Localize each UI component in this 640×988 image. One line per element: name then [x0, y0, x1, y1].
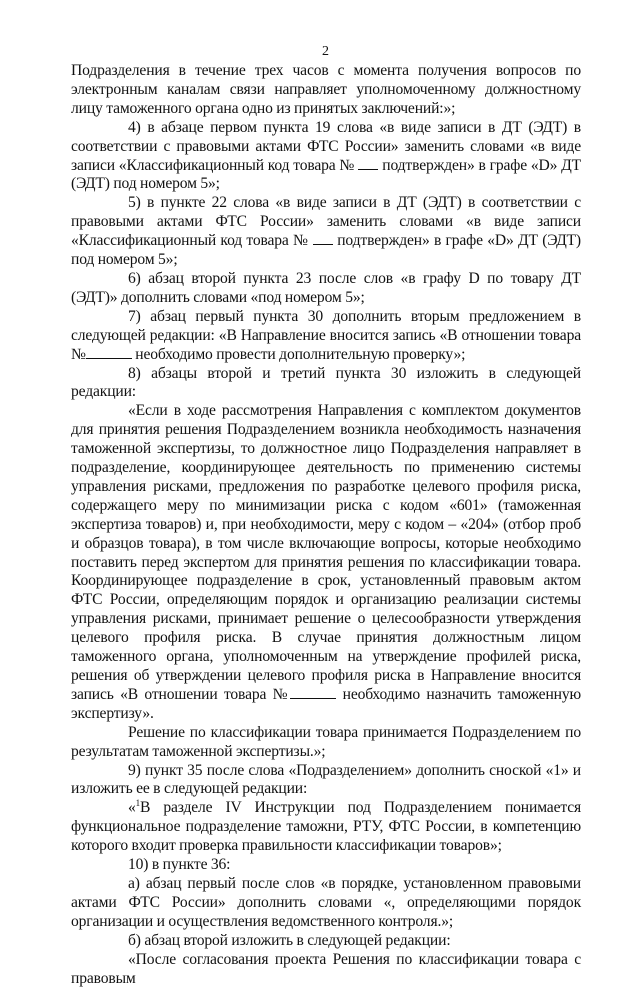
paragraph-item-5-text-a: 5) в пункте 22 слова «в виде записи в ДТ (ЭДТ) в соответствии с правовыми актами ФТС России» заменить словами «в виде записи «Классификационный код товара № [71, 194, 581, 250]
paragraph-item-8-quote [71, 402, 581, 723]
paragraph-item-10b: б) абзац второй изложить в следующей редакции: [128, 931, 451, 949]
paragraph-item-8-quote-text-a: «Если в ходе рассмотрения Направления с комплектом документов для принятия решения Подразделением возникла необходимость назначения таможенной экспертизы, то должностное лицо Подразделения направляет в подразделение, координирующее деятельность по применению системы управления рисками, предложения по разработке целевого профиля риска, содержащего меру по минимизации риска с кодом «601» (таможенная экспертиза товаров) и, при необходимости, меру с кодом – «204» (отбор проб и образцов товара), в том числе включающие вопросы, которые необходимо поставить перед экспертом для принятия решения по классификации товара. Координирующее подразделение в срок, установленный правовым актом ФТС России, определяющим порядок и организацию реализации системы управления рисками, принимает решение о целесообразности утверждения целевого профиля риска. В случае принятия должностным лицом таможенного органа, уполномоченным на утверждение профилей риска, решения об утверждении целевого профиля риска в Направление вносится запись «В отношении товара № [71, 402, 581, 703]
paragraph-item-4-text-a: 4) в абзаце первом пункта 19 слова «в виде записи в ДТ (ЭДТ) в соответствии с правовыми актами ФТС России» заменить словами «в виде записи «Классификационный код товара № [71, 118, 581, 174]
paragraph-item-5 [71, 194, 581, 270]
footnote-mark: 1 [135, 798, 141, 809]
paragraph-continuation: Подразделения в течение трех часов с момента получения вопросов по электронным каналам связи направляет уполномоченному должностному лицу таможенного органа одно из принятых заключений:»; [71, 62, 581, 117]
paragraph-item-10b-quote: «После согласования проекта Решения по классификации товара с правовым [71, 950, 581, 987]
paragraph-item-8-result: Решение по классификации товара принимается Подразделением по результатам таможенной экспертизы.»; [71, 723, 581, 760]
paragraph-item-7-text-b: необходимо провести дополнительную проверку»; [131, 345, 466, 363]
open-quote: « [128, 799, 136, 817]
paragraph-item-7-text-a: 7) абзац первый пункта 30 дополнить вторым предложением в следующей редакции: «В Направление вносится запись «В отношении товара № [71, 307, 581, 363]
paragraph-item-9: 9) пункт 35 после слова «Подразделением» дополнить сноской «1» и изложить ее в следующей редакции: [71, 761, 581, 798]
paragraph-item-8-quote-text-b: необходимо назначить таможенную экспертизу». [71, 685, 581, 722]
blank-field [313, 232, 333, 245]
blank-field [358, 157, 378, 170]
paragraph-item-9-footnote [71, 799, 581, 856]
paragraph-item-10a: а) абзац первый после слов «в порядке, установленном правовыми актами ФТС России» дополнить словами «, определяющими порядок организации и осуществления ведомственного контроля.»; [71, 874, 581, 930]
footnote-text: В разделе IV Инструкции под Подразделением понимается функциональное подразделение таможни, РТУ, ФТС России, в компетенцию которого входит проверка правильности классификации товаров»; [71, 799, 581, 855]
paragraph-item-7 [71, 308, 581, 365]
paragraph-item-4 [71, 119, 581, 195]
page-number: 2 [322, 44, 329, 59]
blank-field [290, 686, 336, 699]
paragraph-item-5-text-b: подтвержден» в графе «D» ДТ (ЭДТ) под номером 5»; [71, 232, 581, 269]
paragraph-item-10: 10) в пункте 36: [128, 856, 231, 874]
blank-field [86, 346, 132, 359]
paragraph-item-6: 6) абзац второй пункта 23 после слов «в графу D по товару ДТ (ЭДТ)» дополнить словами «под номером 5»; [71, 269, 581, 306]
paragraph-item-8: 8) абзацы второй и третий пункта 30 изложить в следующей редакции: [71, 364, 581, 401]
document-body [71, 62, 581, 988]
paragraph-item-4-text-b: подтвержден» в графе «D» ДТ (ЭДТ) под номером 5»; [71, 156, 582, 193]
